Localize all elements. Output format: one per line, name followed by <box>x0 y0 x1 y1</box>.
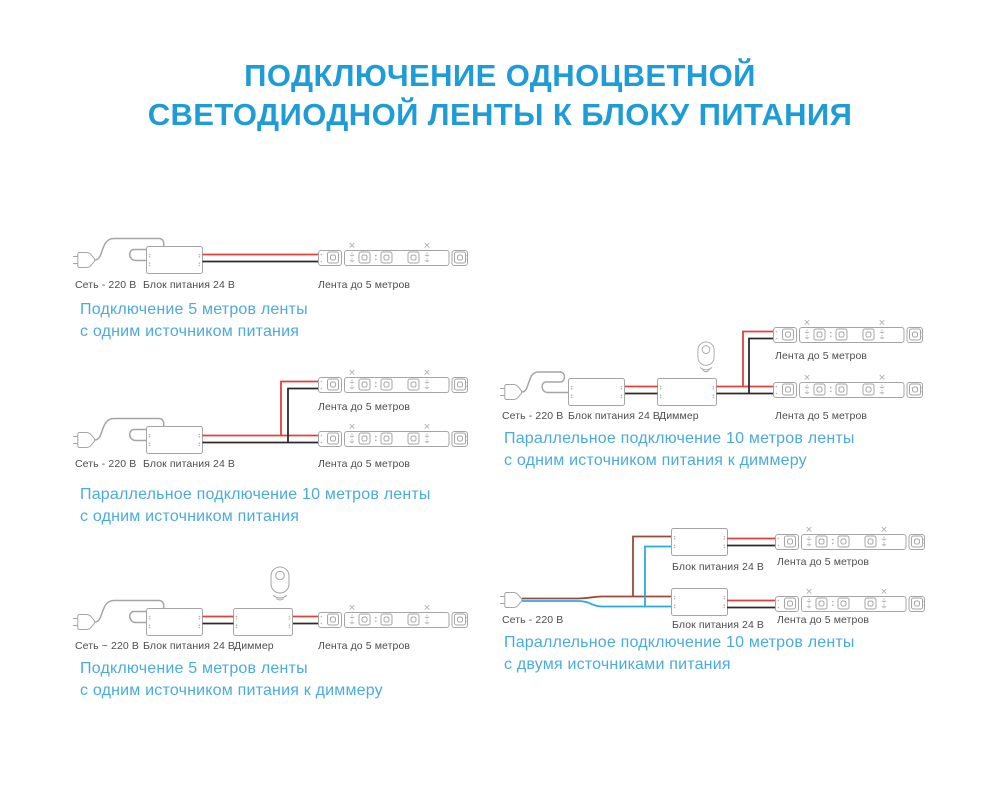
power-plug-icon <box>500 385 522 400</box>
psu-box <box>147 247 203 274</box>
caption-line: с одним источником питания <box>80 323 300 340</box>
d4-mains-label: Сеть - 220 В <box>502 410 564 422</box>
led-strip <box>319 243 468 266</box>
power-cord <box>522 372 569 393</box>
caption-line: с одним источником питания к диммеру <box>504 452 807 469</box>
dimmer-box <box>234 609 293 636</box>
caption-line: с одним источником питания <box>80 508 300 525</box>
d1-mains-label: Сеть - 220 В <box>75 279 137 291</box>
d1-caption <box>80 299 308 343</box>
d3-strip-label: Лента до 5 метров <box>318 640 411 652</box>
d1-psu-label: Блок питания 24 В <box>143 279 236 291</box>
caption-line: Параллельное подключение 10 метров ленты <box>504 430 855 447</box>
d3-dimmer-label: Диммер <box>234 640 274 652</box>
d2-psu-label: Блок питания 24 В <box>143 458 236 470</box>
led-strip <box>774 375 923 398</box>
d3-psu-label: Блок питания 24 В <box>143 640 236 652</box>
remote-icon <box>698 342 714 372</box>
d2-mains-label: Сеть - 220 В <box>75 458 137 470</box>
power-plug-icon <box>73 433 95 448</box>
psu-box <box>147 427 203 454</box>
led-strip <box>774 320 923 343</box>
power-plug-icon <box>73 253 95 268</box>
led-strip <box>319 605 468 628</box>
diagram-1-group <box>73 239 468 274</box>
power-plug-icon <box>500 593 522 608</box>
psu-box <box>672 589 728 616</box>
psu-box <box>147 609 203 636</box>
wire-black <box>203 389 320 443</box>
d5-strip-bottom-label: Лента до 5 метров <box>777 614 870 626</box>
wire-black <box>727 546 776 608</box>
power-plug-icon <box>73 615 95 630</box>
d3-mains-label: Сеть ~ 220 В <box>75 640 139 652</box>
diagram-3-group <box>73 567 468 636</box>
d4-strip-bottom-label: Лента до 5 метров <box>775 410 868 422</box>
d5-caption <box>504 632 855 676</box>
d3-caption <box>80 658 383 702</box>
caption-line: с двумя источниками питания <box>504 656 731 673</box>
caption-line: Подключение 5 метров ленты <box>80 660 308 677</box>
psu-box <box>569 379 625 406</box>
caption-line: Подключение 5 метров ленты <box>80 301 308 318</box>
d4-psu-label: Блок питания 24 В <box>568 410 661 422</box>
d2-strip-bottom-label: Лента до 5 метров <box>318 458 411 470</box>
led-strip <box>319 370 468 393</box>
led-strip <box>776 589 925 612</box>
d4-dimmer-label: Диммер <box>659 410 699 422</box>
d5-mains-label: Сеть - 220 В <box>502 614 564 626</box>
wire-red <box>203 382 320 436</box>
d5-strip-top-label: Лента до 5 метров <box>777 556 870 568</box>
page-title-line1: ПОДКЛЮЧЕНИЕ ОДНОЦВЕТНОЙ <box>244 58 756 93</box>
caption-line: Параллельное подключение 10 метров ленты <box>80 486 431 503</box>
d5-psu-top-label: Блок питания 24 В <box>672 561 765 573</box>
d4-caption <box>504 428 855 472</box>
remote-icon <box>271 567 289 600</box>
led-strip <box>319 424 468 447</box>
caption-line: с одним источником питания к диммеру <box>80 682 383 699</box>
page-title-line2: СВЕТОДИОДНОЙ ЛЕНТЫ К БЛОКУ ПИТАНИЯ <box>147 97 853 132</box>
d2-caption <box>80 484 431 528</box>
diagram-4-group <box>500 320 923 406</box>
d2-strip-top-label: Лента до 5 метров <box>318 401 411 413</box>
d1-strip-label: Лента до 5 метров <box>318 279 411 291</box>
d4-strip-top-label: Лента до 5 метров <box>775 350 868 362</box>
psu-box <box>672 529 728 556</box>
caption-line: Параллельное подключение 10 метров ленты <box>504 634 855 651</box>
led-strip <box>776 527 925 550</box>
d5-psu-bottom-label: Блок питания 24 В <box>672 619 765 631</box>
dimmer-box <box>658 379 717 406</box>
